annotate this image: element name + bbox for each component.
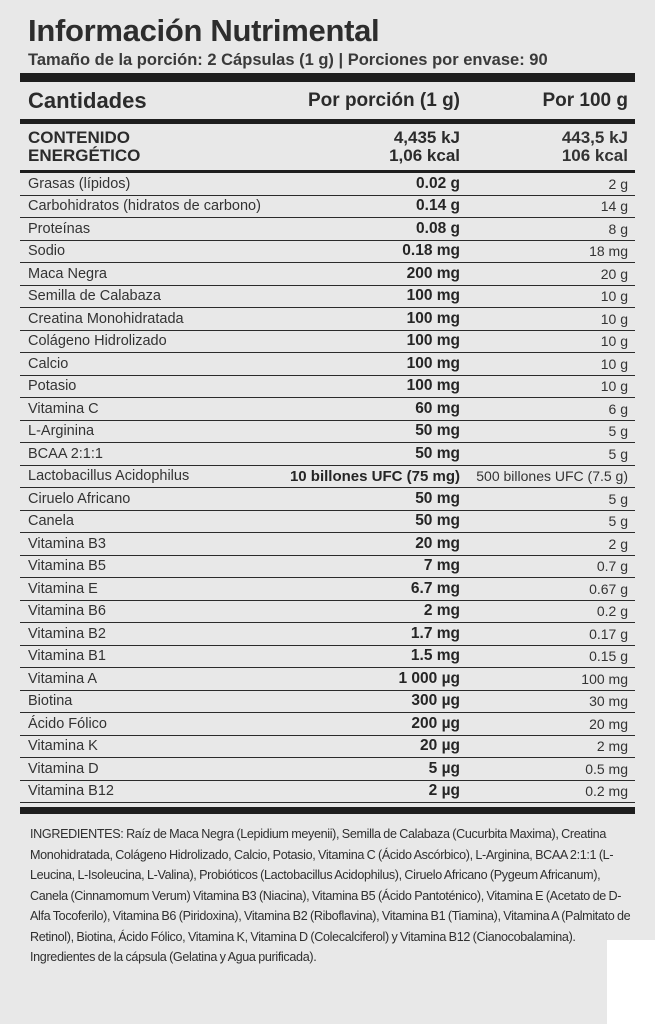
- nutrient-name: Vitamina B1: [28, 648, 106, 665]
- nutrient-per-100g: 500 billones UFC (7.5 g): [476, 468, 628, 485]
- nutrient-per-100g: 20 g: [600, 265, 628, 282]
- nutrient-row: [20, 376, 635, 399]
- nutrition-label: [20, 14, 635, 968]
- nutrient-per-100g: 0.5 mg: [585, 760, 628, 777]
- nutrient-per-100g: 2 g: [608, 175, 628, 192]
- nutrient-name: Vitamina A: [28, 670, 98, 687]
- nutrient-row: [20, 736, 635, 759]
- nutrient-row: [20, 623, 635, 646]
- nutrient-name: Proteínas: [28, 220, 91, 237]
- nutrient-per-100g: 20 mg: [589, 715, 628, 732]
- nutrient-name: Ciruelo Africano: [28, 490, 131, 507]
- nutrient-per-serving: 100 mg: [406, 287, 460, 305]
- nutrient-name: Lactobacillus Acidophilus: [28, 468, 190, 485]
- nutrient-per-serving: 7 mg: [423, 557, 460, 575]
- nutrient-per-serving: 0.08 g: [416, 219, 460, 237]
- nutrient-row: [20, 353, 635, 376]
- nutrient-per-100g: 18 mg: [589, 243, 628, 260]
- nutrient-row: [20, 331, 635, 354]
- nutrient-per-100g: 10 g: [600, 310, 628, 327]
- nutrient-per-serving: 60 mg: [415, 399, 460, 417]
- nutrient-per-100g: 5 g: [608, 490, 628, 507]
- label-title: Información Nutrimental: [28, 13, 380, 48]
- energy-serving-kcal: 1,06 kcal: [389, 146, 460, 165]
- nutrient-per-serving: 6.7 mg: [410, 579, 460, 597]
- nutrient-name: Ácido Fólico: [28, 715, 107, 732]
- nutrient-row: [20, 556, 635, 579]
- nutrient-name: Vitamina E: [28, 580, 98, 597]
- nutrient-name: Colágeno Hidrolizado: [28, 333, 167, 350]
- nutrient-row: [20, 578, 635, 601]
- nutrient-per-serving: 10 billones UFC (75 mg): [289, 467, 460, 485]
- nutrient-per-100g: 10 g: [600, 378, 628, 395]
- nutrient-per-100g: 6 g: [608, 400, 628, 417]
- nutrient-per-serving: 100 mg: [406, 332, 460, 350]
- nutrient-row: [20, 713, 635, 736]
- nutrient-name: Calcio: [28, 355, 69, 372]
- header-per-100g: Por 100 g: [542, 89, 628, 111]
- nutrient-row: [20, 308, 635, 331]
- nutrient-per-100g: 100 mg: [581, 670, 628, 687]
- nutrient-per-serving: 100 mg: [406, 309, 460, 327]
- nutrient-row: [20, 421, 635, 444]
- nutrient-name: Creatina Monohidratada: [28, 310, 184, 327]
- nutrient-per-serving: 1.5 mg: [410, 647, 460, 665]
- nutrient-per-100g: 5 g: [608, 513, 628, 530]
- nutrient-name: Sodio: [28, 243, 66, 260]
- nutrient-name: Potasio: [28, 378, 77, 395]
- nutrient-name: Vitamina B6: [28, 603, 106, 620]
- energy-per-100g: [460, 129, 635, 165]
- nutrient-row: [20, 286, 635, 309]
- header-quantities: Cantidades: [28, 87, 147, 113]
- nutrient-per-serving: 0.02 g: [416, 174, 460, 192]
- nutrient-name: Semilla de Calabaza: [28, 288, 161, 305]
- nutrient-per-serving: 0.14 g: [416, 197, 460, 215]
- nutrient-per-serving: 0.18 mg: [402, 242, 460, 260]
- nutrient-per-100g: 0.15 g: [589, 648, 628, 665]
- serving-info: Tamaño de la porción: 2 Cápsulas (1 g) | Porciones por envase: 90: [28, 51, 548, 69]
- energy-label: [20, 129, 262, 165]
- nutrient-row: [20, 398, 635, 421]
- nutrient-row: [20, 601, 635, 624]
- nutrient-row: [20, 533, 635, 556]
- nutrient-row: [20, 781, 635, 804]
- nutrient-name: L-Arginina: [28, 423, 95, 440]
- nutrient-per-100g: 30 mg: [589, 693, 628, 710]
- nutrient-name: Vitamina D: [28, 760, 99, 777]
- top-divider: [20, 73, 635, 82]
- nutrient-row: [20, 196, 635, 219]
- nutrient-per-100g: 0.17 g: [589, 625, 628, 642]
- nutrient-per-serving: 300 µg: [411, 692, 460, 710]
- nutrient-per-serving: 2 µg: [428, 782, 460, 800]
- energy-per-serving: [262, 129, 460, 165]
- nutrient-row: [20, 241, 635, 264]
- nutrient-row: [20, 218, 635, 241]
- nutrient-per-100g: 10 g: [600, 333, 628, 350]
- nutrient-row: [20, 668, 635, 691]
- nutrient-per-serving: 100 mg: [406, 354, 460, 372]
- nutrient-per-100g: 0.2 g: [596, 603, 628, 620]
- nutrient-per-serving: 200 mg: [406, 264, 460, 282]
- energy-100-kcal: 106 kcal: [561, 146, 628, 165]
- nutrient-per-100g: 5 g: [608, 445, 628, 462]
- energy-label-line2: ENERGÉTICO: [28, 146, 141, 165]
- nutrient-per-serving: 1 000 µg: [398, 669, 460, 687]
- nutrient-row: [20, 758, 635, 781]
- nutrient-row: [20, 466, 635, 489]
- nutrient-row: [20, 263, 635, 286]
- energy-label-line1: CONTENIDO: [28, 128, 130, 147]
- nutrient-rows: [20, 173, 635, 803]
- nutrient-per-serving: 200 µg: [411, 714, 460, 732]
- energy-serving-kj: 4,435 kJ: [393, 128, 460, 147]
- nutrient-row: [20, 488, 635, 511]
- nutrient-name: Grasas (lípidos): [28, 175, 131, 192]
- nutrient-per-serving: 2 mg: [423, 602, 460, 620]
- nutrient-per-100g: 2 mg: [596, 738, 628, 755]
- ingredients-text: INGREDIENTES: Raíz de Maca Negra (Lepidium meyenii), Semilla de Calabaza (Cucurbita Maxima), Creatina Monohidratada, Colágeno Hidrolizado, Calcio, Potasio, Vitamina C (Ácido Ascórbico), L-Arginina, BCAA 2:1:1 (L-Leucina, L-Isoleucina, L-Valina), Probióticos (Lactobacillus Acidophilus), Ciruelo Africano (Pygeum Africanum), Canela (Cinnamomum Verum) Vitamina B3 (Niacina), Vitamina B5 (Ácido Pantoténico), Vitamina E (Acetato de D-Alfa Tocoferilo), Vitamina B6 (Piridoxina), Vitamina B2 (Riboflavina), Vitamina B1 (Tiamina), Vitamina A (Palmitato de Retinol), Biotina, Ácido Fólico, Vitamina K, Vitamina D (Colecalciferol) y Vitamina B12 (Cianocobalamina). Ingredientes de la cápsula (Gelatina y Agua purificada).: [30, 827, 631, 964]
- nutrient-row: [20, 443, 635, 466]
- nutrient-per-100g: 10 g: [600, 355, 628, 372]
- nutrient-per-100g: 8 g: [608, 220, 628, 237]
- nutrient-per-100g: 14 g: [600, 198, 628, 215]
- nutrient-name: Canela: [28, 513, 74, 530]
- nutrient-name: Vitamina B12: [28, 783, 114, 800]
- nutrient-per-serving: 20 mg: [415, 534, 460, 552]
- nutrient-per-serving: 20 µg: [420, 737, 460, 755]
- nutrient-per-serving: 1.7 mg: [410, 624, 460, 642]
- nutrient-row: [20, 173, 635, 196]
- nutrient-name: Vitamina K: [28, 738, 98, 755]
- nutrient-per-serving: 50 mg: [415, 512, 460, 530]
- nutrient-name: Carbohidratos (hidratos de carbono): [28, 198, 261, 215]
- nutrient-name: Biotina: [28, 693, 73, 710]
- column-header-row: [20, 82, 635, 124]
- nutrient-name: Maca Negra: [28, 265, 107, 282]
- nutrient-per-100g: 5 g: [608, 423, 628, 440]
- nutrient-name: Vitamina C: [28, 400, 99, 417]
- nutrient-row: [20, 511, 635, 534]
- energy-100-kj: 443,5 kJ: [561, 128, 628, 147]
- nutrient-name: Vitamina B2: [28, 625, 106, 642]
- nutrient-per-100g: 2 g: [608, 535, 628, 552]
- nutrient-per-100g: 0.67 g: [589, 580, 628, 597]
- nutrient-name: Vitamina B3: [28, 535, 106, 552]
- nutrient-per-serving: 50 mg: [415, 444, 460, 462]
- nutrient-row: [20, 691, 635, 714]
- nutrient-per-serving: 50 mg: [415, 422, 460, 440]
- nutrient-name: Vitamina B5: [28, 558, 106, 575]
- nutrient-per-serving: 50 mg: [415, 489, 460, 507]
- header-per-serving: Por porción (1 g): [308, 89, 460, 111]
- nutrient-row: [20, 646, 635, 669]
- nutrient-per-100g: 0.2 mg: [585, 783, 628, 800]
- nutrient-per-serving: 100 mg: [406, 377, 460, 395]
- background-corner: [607, 940, 655, 1024]
- bottom-divider: [20, 807, 635, 814]
- nutrient-per-serving: 5 µg: [428, 759, 460, 777]
- nutrient-per-100g: 0.7 g: [596, 558, 628, 575]
- energy-row: [20, 124, 635, 173]
- nutrient-name: BCAA 2:1:1: [28, 445, 103, 462]
- nutrient-per-100g: 10 g: [600, 288, 628, 305]
